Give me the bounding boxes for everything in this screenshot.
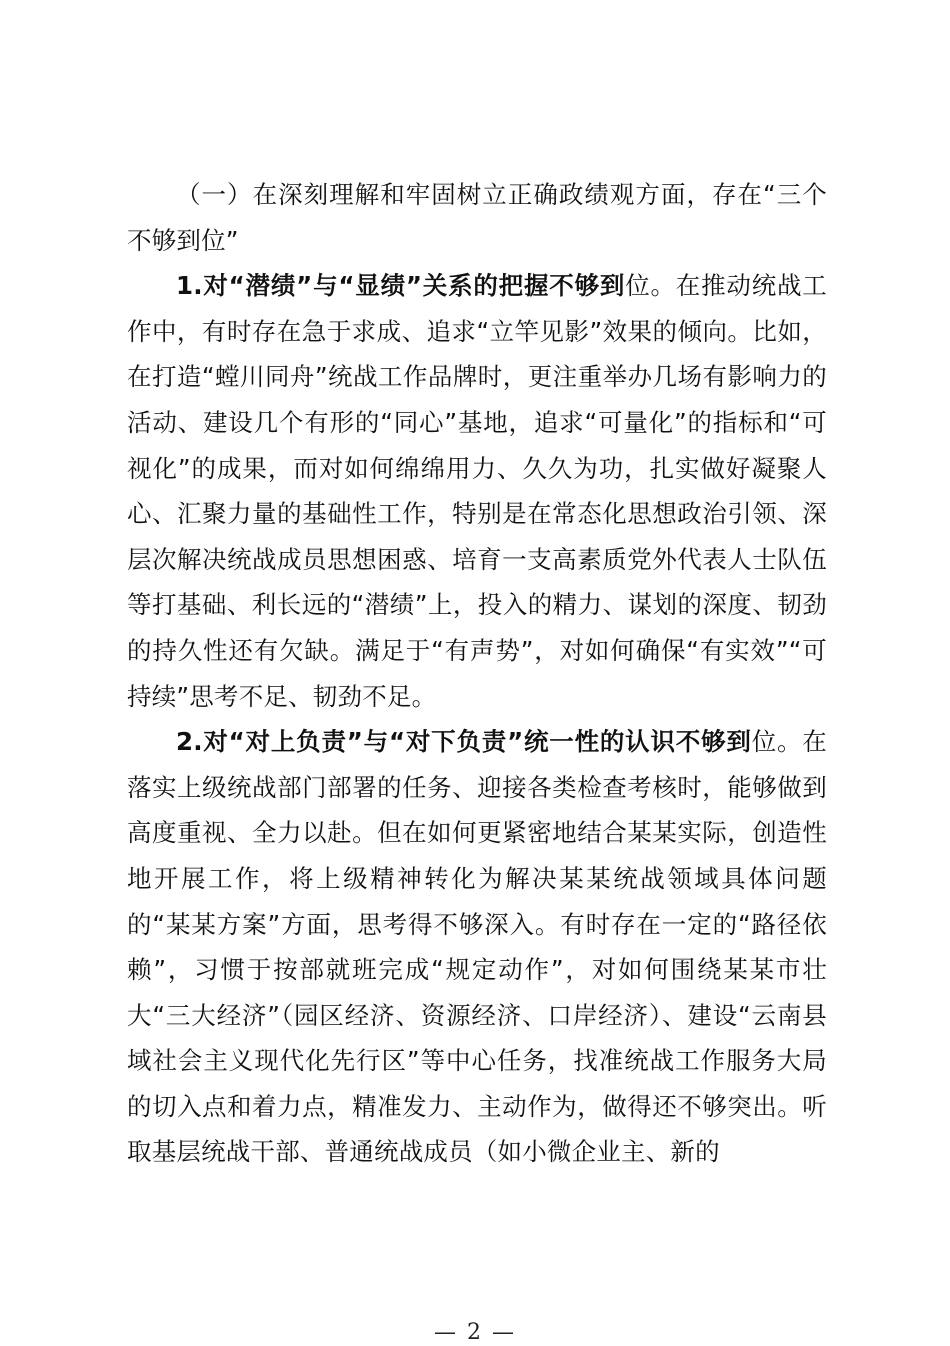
item-2-paragraph	[127, 719, 827, 1175]
item-2-lead: 2.对“对上负责”与“对下负责”统一性的认识不够到	[176, 727, 752, 757]
item-2-body: 位。在落实上级统战部门部署的任务、迎接各类检查考核时，能够做到高度重视、全力以赴。但在如何更紧密地结合某某实际，创造性地开展工作，将上级精神转化为解决某某统战领域具体问题的“某某方案”方面，思考得不够深入。有时存在一定的“路径依赖”，习惯于按部就班完成“规定动作”，对如何围绕某某市壮大“三大经济”（园区经济、资源经济、口岸经济）、建设“云南县域社会主义现代化先行区”等中心任务，找准统战工作服务大局的切入点和着力点，精准发力、主动作为，做得还不够突出。听取基层统战干部、普通统战成员（如小微企业主、新的	[127, 727, 827, 1167]
item-1-paragraph	[127, 263, 827, 719]
section-heading: （一）在深刻理解和牢固树立正确政绩观方面，存在“三个不够到位”	[127, 180, 827, 255]
item-1-body: 位。在推动统战工作中，有时存在急于求成、追求“立竿见影”效果的倾向。比如，在打造“螳川同舟”统战工作品牌时，更注重举办几场有影响力的活动、建设几个有形的“同心”基地，追求“可量化”的指标和“可视化”的成果，而对如何绵绵用力、久久为功，扎实做好凝聚人心、汇聚力量的基础性工作，特别是在常态化思想政治引领、深层次解决统战成员思想困惑、培育一支高素质党外代表人士队伍等打基础、利长远的“潜绩”上，投入的精力、谋划的深度、韧劲的持久性还有欠缺。满足于“有声势”，对如何确保“有实效”“可持续”思考不足、韧劲不足。	[127, 271, 827, 711]
document-body	[127, 172, 827, 1175]
item-1-lead: 1.对“潜绩”与“显绩”关系的把握不够到	[176, 271, 626, 301]
page-number: — 2 —	[434, 1320, 516, 1345]
